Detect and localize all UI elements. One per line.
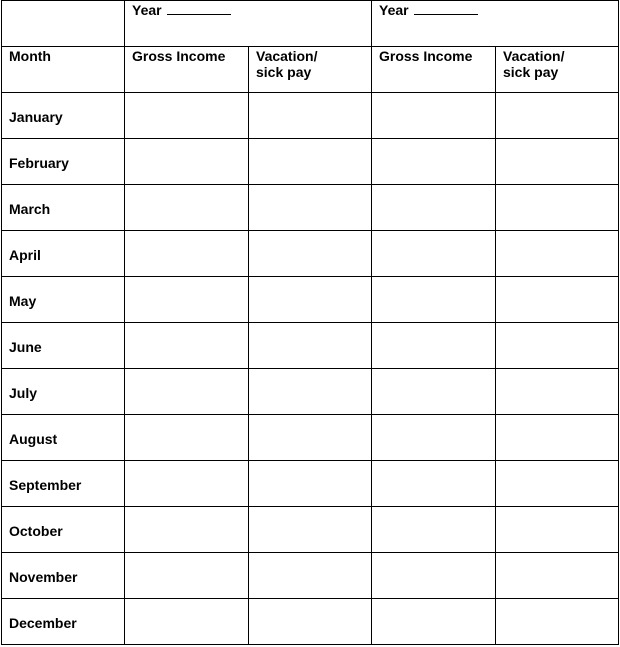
gross-income-2-entry-cell[interactable] [372,461,496,507]
gross-income-2-entry-cell[interactable] [372,231,496,277]
gross-income-1-entry-cell[interactable] [125,507,249,553]
gross-income-2-entry-cell[interactable] [372,553,496,599]
month-label: February [9,155,69,171]
gross-income-1-entry-cell[interactable] [125,93,249,139]
vacation-sick-pay-2-entry-cell[interactable] [496,323,619,369]
vacation-sick-pay-2-entry-cell[interactable] [496,461,619,507]
gross-income-2-entry-cell[interactable] [372,277,496,323]
vacation-sick-pay-1-entry-cell[interactable] [249,185,372,231]
table-row [2,139,619,185]
month-column-header: Month [2,47,125,93]
table-row [2,185,619,231]
year-row [2,1,619,47]
vacation-sick-pay-1-entry-cell[interactable] [249,93,372,139]
gross-income-1-entry-cell[interactable] [125,277,249,323]
gross-income-1-entry-cell[interactable] [125,369,249,415]
table-row [2,93,619,139]
gross-income-2-entry-cell[interactable] [372,185,496,231]
month-label: April [9,247,41,263]
vacation-sick-pay-1-entry-cell[interactable] [249,231,372,277]
vacation-sick-pay-1-entry-cell[interactable] [249,369,372,415]
vacation-sick-pay-1-entry-cell[interactable] [249,277,372,323]
month-label: August [9,431,58,447]
vacation-sick-pay-2-entry-cell[interactable] [496,599,619,645]
month-label: January [9,109,63,125]
month-label-cell [2,139,125,185]
year-label-2: Year [379,2,409,18]
month-label: November [9,569,78,585]
vacation-sick-pay-1-entry-cell[interactable] [249,599,372,645]
gross-income-2-entry-cell[interactable] [372,93,496,139]
vacation-sick-pay-2-entry-cell[interactable] [496,139,619,185]
gross-income-2-entry-cell[interactable] [372,323,496,369]
vacation-sick-pay-1-entry-cell[interactable] [249,507,372,553]
month-label: March [9,201,51,217]
vacation-sick-pay-2-entry-cell[interactable] [496,415,619,461]
vacation-sick-pay-1-entry-cell[interactable] [249,553,372,599]
vacation-sick-pay-1-entry-cell[interactable] [249,323,372,369]
month-label: July [9,385,38,401]
gross-income-1-entry-cell[interactable] [125,323,249,369]
gross-income-1-entry-cell[interactable] [125,231,249,277]
vacation-sick-pay-2-entry-cell[interactable] [496,185,619,231]
month-label-cell [2,323,125,369]
month-label-cell [2,415,125,461]
month-label-cell [2,185,125,231]
month-label: May [9,293,37,309]
month-label-cell [2,231,125,277]
vacation-sick-pay-2-entry-cell[interactable] [496,93,619,139]
table-row [2,507,619,553]
gross-income-1-entry-cell[interactable] [125,415,249,461]
year-cell-2[interactable] [372,1,619,47]
gross-income-1-entry-cell[interactable] [125,553,249,599]
vacation-sick-pay-1-entry-cell[interactable] [249,139,372,185]
gross-income-2-entry-cell[interactable] [372,415,496,461]
year-cell-1[interactable] [125,1,372,47]
gross-income-2-entry-cell[interactable] [372,139,496,185]
income-table [1,0,619,645]
vacation-sick-pay-1-entry-cell[interactable] [249,461,372,507]
month-label: September [9,477,82,493]
month-label-cell [2,599,125,645]
year-label-1: Year [132,2,162,18]
vacation-sick-pay-2-entry-cell[interactable] [496,369,619,415]
gross-income-header-2: Gross Income [372,47,496,93]
table-row [2,461,619,507]
vacation-sick-pay-2-entry-cell[interactable] [496,553,619,599]
vacation-sick-pay-2-entry-cell[interactable] [496,507,619,553]
month-rows [2,93,619,645]
month-label: December [9,615,77,631]
vacation-sick-pay-header-2: Vacation/ sick pay [496,47,619,93]
gross-income-1-entry-cell[interactable] [125,461,249,507]
gross-income-1-entry-cell[interactable] [125,599,249,645]
year-blank-line-1[interactable] [167,3,231,15]
month-label-cell [2,461,125,507]
gross-income-2-entry-cell[interactable] [372,507,496,553]
table-row [2,415,619,461]
vacation-sick-pay-2-entry-cell[interactable] [496,231,619,277]
column-header-row [2,47,619,93]
table-row [2,553,619,599]
table-row [2,369,619,415]
gross-income-1-entry-cell[interactable] [125,139,249,185]
month-label-cell [2,277,125,323]
table-row [2,231,619,277]
table-row [2,599,619,645]
gross-income-header-1: Gross Income [125,47,249,93]
month-label-cell [2,553,125,599]
month-label: June [9,339,42,355]
vacation-sick-pay-header-1: Vacation/ sick pay [249,47,372,93]
month-label-cell [2,93,125,139]
gross-income-2-entry-cell[interactable] [372,369,496,415]
vacation-sick-pay-2-entry-cell[interactable] [496,277,619,323]
gross-income-1-entry-cell[interactable] [125,185,249,231]
vacation-sick-pay-1-entry-cell[interactable] [249,415,372,461]
year-blank-line-2[interactable] [414,3,478,15]
corner-cell [2,1,125,47]
table-row [2,277,619,323]
month-label-cell [2,369,125,415]
month-label: October [9,523,63,539]
table-row [2,323,619,369]
gross-income-2-entry-cell[interactable] [372,599,496,645]
month-label-cell [2,507,125,553]
